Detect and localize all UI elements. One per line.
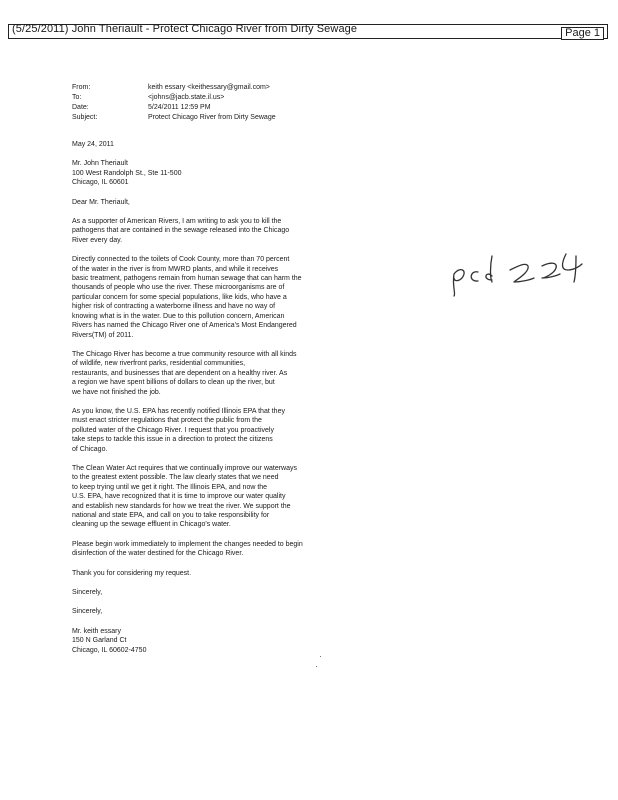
paragraph-line: As a supporter of American Rivers, I am writing to ask you to kill the [72,218,282,226]
paragraph-line: basic treatment, pathogens remain from human sewage that can harm the [72,275,302,283]
paragraph-line: River every day. [72,236,123,244]
handwritten-annotation [448,248,588,298]
paragraph-line: pathogens that are contained in the sewage released into the Chicago [72,227,290,235]
paragraph-line: particular concern for some special populations, like kids, who have a [72,293,287,301]
meta-from-row [72,83,276,93]
to-value: <johns@jacb.state.il.us> [148,94,225,101]
signature-line: 150 N Garland Ct [72,637,127,645]
address-line: Chicago, IL 60601 [72,179,129,187]
paragraph-6 [72,540,432,559]
paragraph-line: cleaning up the sewage effluent in Chicago's water. [72,521,231,529]
paragraph-line: disinfection of the water destined for the Chicago River. [72,550,244,558]
subject-value: Protect Chicago River from Dirty Sewage [148,114,276,121]
meta-date-row [72,103,276,113]
paragraph-line: thousands of people who use the river. These microorganisms are of [72,284,285,292]
paragraph-line: must enact stricter regulations that protect the public from the [72,417,262,425]
scan-speck [316,666,317,667]
paragraph-line: As you know, the U.S. EPA has recently notified Illinois EPA that they [72,407,285,415]
paragraph-line: polluted water of the Chicago River. I request that you proactively [72,426,274,434]
salutation: Dear Mr. Theriault, [72,198,130,206]
paragraph-line: restaurants, and businesses that are dependent on a healthy river. As [72,369,288,377]
address-line: Mr. John Theriault [72,160,128,168]
paragraph-2 [72,255,432,340]
paragraph-line: national and state EPA, and call on you to take responsibility for [72,512,270,519]
paragraph-1 [72,217,432,245]
paragraph-line: The Chicago River has become a true community resource with all kinds [72,350,297,358]
paragraph-line: Thank you for considering my request. [72,569,192,577]
paragraph-line: take steps to tackle this issue in a direction to protect the citizens [72,436,273,444]
paragraph-3 [72,350,432,397]
subject-label: Subject: [72,114,98,121]
paragraph-line: Rivers has named the Chicago River one of America's Most Endangered [72,322,297,330]
paragraph-5 [72,464,432,530]
meta-subject-row [72,113,276,123]
paragraph-4 [72,407,432,454]
closing-2: Sincerely, [72,608,103,616]
paragraph-line: a region we have spent billions of dollars to clean up the river, but [72,379,275,387]
paragraph-line: higher risk of contracting a waterborne illness and have no way of [72,303,276,311]
paragraph-7 [72,569,432,578]
meta-to-row [72,93,276,103]
paragraph-line: to the greatest extent possible. The law clearly states that we need [72,474,279,482]
scan-speck [320,656,321,657]
from-value: keith essary <keithessary@gmail.com> [148,84,270,91]
page-number: Page 1 [561,27,604,40]
paragraph-line: of the water in the river is from MWRD plants, and while it receives [72,265,279,273]
date-label: Date: [72,104,89,111]
recipient-address [72,159,432,187]
paragraph-line: Rivers(TM) of 2011. [72,331,134,339]
paragraph-line: of wildlife, new riverfront parks, residential communities, [72,360,246,368]
letter-body [72,140,432,655]
paragraph-line: The Clean Water Act requires that we continually improve our waterways [72,464,298,472]
date-value: 5/24/2011 12:59 PM [148,104,211,111]
paragraph-line: knowing what is in the water. Due to this pollution concern, American [72,312,285,320]
header-title: (5/25/2011) John Theriault - Protect Chicago River from Dirty Sewage [12,23,358,35]
paragraph-line: we have not finished the job. [72,388,161,396]
email-meta [72,83,276,123]
paragraph-line: Directly connected to the toilets of Cook County, more than 70 percent [72,256,290,264]
to-label: To: [72,94,82,101]
paragraph-line: to keep trying until we get it right. The Illinois EPA, and now the [72,483,268,491]
signature-line: Chicago, IL 60602-4750 [72,646,147,654]
from-label: From: [72,84,91,91]
signature-line: Mr. keith essary [72,627,122,635]
paragraph-line: Please begin work immediately to implement the changes needed to begin [72,540,303,548]
letter-date: May 24, 2011 [72,141,114,148]
closing-1: Sincerely, [72,589,103,597]
signature-block [72,627,432,655]
address-line: 100 West Randolph St., Ste 11-500 [72,169,182,177]
paragraph-line: of Chicago. [72,445,108,453]
paragraph-line: and establish new standards for how we treat the river. We support the [72,502,291,510]
paragraph-line: U.S. EPA, have recognized that it is time to improve our water quality [72,493,286,501]
